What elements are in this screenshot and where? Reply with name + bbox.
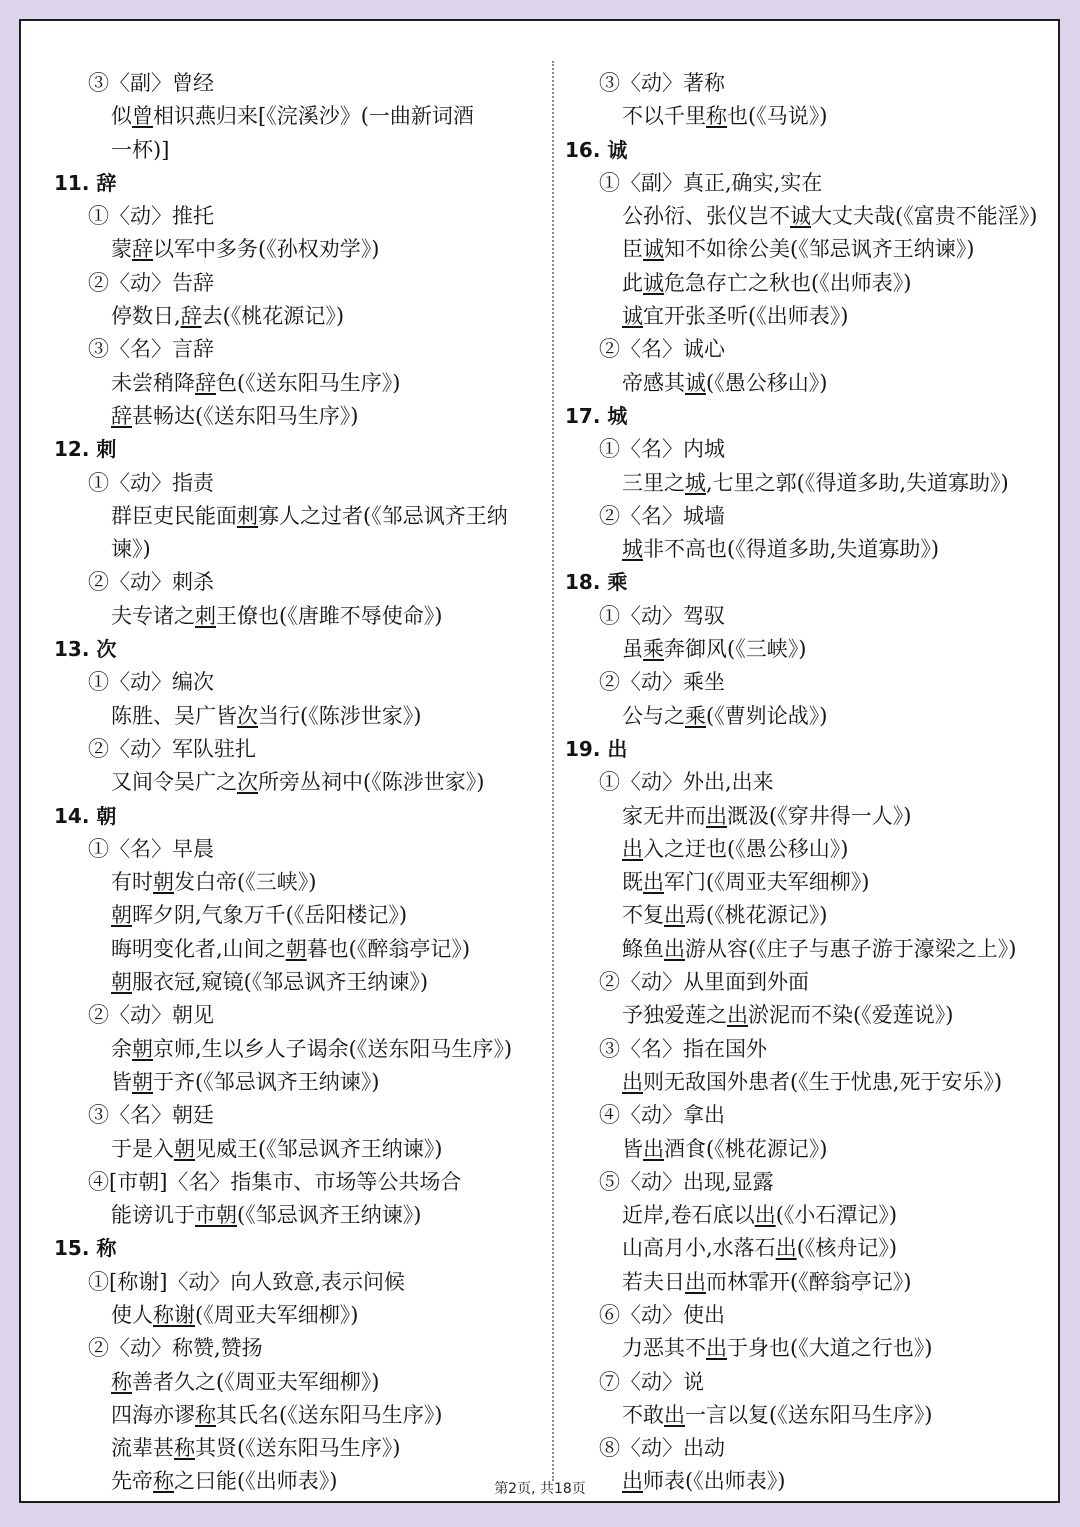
- sense-definition: ③〈动〉著称: [599, 71, 725, 95]
- key-word: 出: [664, 1402, 685, 1427]
- example-sentence: [54, 1133, 554, 1166]
- key-word: 称: [195, 1402, 216, 1427]
- example-sentence: [565, 1232, 1060, 1265]
- sense-definition: ②〈动〉军队驻扎: [88, 736, 256, 761]
- example-sentence: [54, 300, 554, 333]
- example-text-after: 于齐(《邹忌讽齐王纳谏》): [153, 1069, 380, 1094]
- example-text-after: 焉(《桃花源记》): [685, 903, 828, 928]
- key-word: 出: [643, 1136, 664, 1161]
- example-text-after: (《核舟记》): [796, 1236, 898, 1261]
- example-text-after: 于身也(《大道之行也》): [727, 1336, 933, 1361]
- key-word: 朝: [132, 1069, 153, 1094]
- example-sentence: [565, 367, 1060, 400]
- sense-definition: ④〈动〉拿出: [599, 1103, 725, 1128]
- example-text-after: 王僚也(《唐雎不辱使命》): [216, 603, 443, 628]
- example-sentence: [54, 1299, 554, 1332]
- sense-definition: ①〈动〉驾驭: [599, 603, 725, 628]
- example-text-before: 帝感其: [622, 370, 685, 395]
- sense-definition: ⑤〈动〉出现,显露: [599, 1169, 774, 1194]
- example-sentence: [54, 1199, 554, 1232]
- sense-definition: ①〈动〉推托: [88, 204, 214, 229]
- example-sentence: [565, 300, 1060, 333]
- example-text-after: 危急存亡之秋也(《出师表》): [664, 270, 912, 295]
- example-sentence: [54, 500, 554, 533]
- entry-heading: 19. 出: [565, 736, 628, 761]
- example-sentence: [54, 700, 554, 733]
- key-word: 乘: [685, 703, 706, 728]
- key-word: 出: [622, 836, 643, 861]
- example-sentence: [565, 467, 1060, 500]
- example-text-before: 皆: [622, 1136, 643, 1161]
- example-sentence: [54, 933, 554, 966]
- key-word: 刺: [237, 503, 258, 528]
- example-text-before: 能谤讥于: [111, 1203, 195, 1228]
- example-text-before: 群臣吏民能面: [111, 503, 237, 528]
- example-sentence: [565, 833, 1060, 866]
- example-text-after: 京师,生以乡人子谒余(《送东阳马生序》): [153, 1036, 513, 1061]
- example-text-after: 师表(《出师表》): [643, 1469, 786, 1494]
- left-column: [54, 67, 554, 1499]
- example-sentence: [54, 866, 554, 899]
- key-word: 诚: [622, 304, 643, 329]
- example-text-before: 不以千里: [622, 104, 706, 129]
- example-text-after: 以军中多务(《孙权劝学》): [153, 237, 380, 262]
- example-sentence: [54, 899, 554, 932]
- entry-heading: 18. 乘: [565, 570, 628, 595]
- example-text-after: 之曰能(《出师表》): [174, 1469, 338, 1494]
- example-text-before: 公与之: [622, 703, 685, 728]
- example-sentence: [565, 533, 1060, 566]
- example-text-before: 有时: [111, 870, 153, 895]
- example-text-before: 一杯)]: [111, 137, 170, 162]
- entry-heading: 15. 称: [54, 1236, 117, 1261]
- example-text-before: 夫专诸之: [111, 603, 195, 628]
- example-text-before: 此: [622, 270, 643, 295]
- example-sentence: [54, 1399, 554, 1432]
- example-text-after: 寡人之过者(《邹忌讽齐王纳: [258, 503, 508, 528]
- example-text-after: 淤泥而不染(《爱莲说》): [748, 1003, 954, 1028]
- sense-definition: ②〈动〉刺杀: [88, 570, 214, 595]
- key-word: 出: [622, 1069, 643, 1094]
- key-word: 称: [111, 1369, 132, 1394]
- key-word: 辞: [111, 403, 132, 428]
- key-word: 朝: [111, 970, 132, 995]
- example-text-after: 甚畅达(《送东阳马生序》): [132, 403, 359, 428]
- example-sentence: [565, 899, 1060, 932]
- entry-heading: 14. 朝: [54, 803, 117, 828]
- sense-definition: ①〈动〉外出,出来: [599, 770, 774, 795]
- example-text-before: 公孙衍、张仪岂不: [622, 204, 790, 229]
- example-text-before: 近岸,卷石底以: [622, 1203, 755, 1228]
- example-text-after: 相识燕归来[《浣溪沙》(一曲新词酒: [153, 104, 474, 129]
- entry-heading: 12. 刺: [54, 437, 117, 462]
- example-text-after: 酒食(《桃花源记》): [664, 1136, 828, 1161]
- example-text-after: 非不高也(《得道多助,失道寡助》): [643, 537, 940, 562]
- key-word: 诚: [790, 204, 811, 229]
- example-text-before: 陈胜、吴广皆: [111, 703, 237, 728]
- key-word: 出: [664, 936, 685, 961]
- example-sentence: [54, 1066, 554, 1099]
- example-sentence: [54, 966, 554, 999]
- key-word: 朝: [111, 903, 132, 928]
- key-word: 出: [706, 1336, 727, 1361]
- sense-definition: ④[市朝]〈名〉指集市、市场等公共场合: [88, 1169, 462, 1194]
- sense-definition: ②〈名〉诚心: [599, 337, 725, 362]
- example-text-before: 臣: [622, 237, 643, 262]
- key-word: 诚: [685, 370, 706, 395]
- example-sentence: [54, 100, 554, 133]
- example-text-before: 予独爱莲之: [622, 1003, 727, 1028]
- key-word: 朝: [174, 1136, 195, 1161]
- key-word: 出: [706, 803, 727, 828]
- example-text-after: 入之迂也(《愚公移山》): [643, 836, 849, 861]
- example-text-before: 于是入: [111, 1136, 174, 1161]
- example-text-before: 山高月小,水落石: [622, 1236, 776, 1261]
- key-word: 出: [754, 1203, 776, 1228]
- example-text-before: 皆: [111, 1069, 132, 1094]
- sense-definition: ③〈名〉朝廷: [88, 1103, 214, 1128]
- sense-definition: ②〈动〉称赞,赞扬: [88, 1336, 263, 1361]
- example-sentence: [54, 367, 554, 400]
- key-word: 刺: [195, 603, 216, 628]
- example-text-before: 不敢: [622, 1402, 664, 1427]
- sense-definition: ③〈名〉指在国外: [599, 1036, 767, 1061]
- example-text-before: 鲦鱼: [622, 936, 664, 961]
- key-word: 次: [237, 770, 258, 795]
- example-text-after: (《周亚夫军细柳》): [195, 1302, 359, 1327]
- key-word: 朝: [285, 936, 307, 961]
- example-text-before: 谏》): [111, 537, 151, 562]
- key-word: 市朝: [195, 1203, 237, 1228]
- example-text-before: 若夫日: [622, 1269, 685, 1294]
- sense-definition: ②〈动〉乘坐: [599, 670, 725, 695]
- example-sentence: [565, 1332, 1060, 1365]
- example-sentence: [54, 1033, 554, 1066]
- example-text-after: 服衣冠,窥镜(《邹忌讽齐王纳谏》): [132, 970, 429, 995]
- key-word: 出: [622, 1469, 643, 1494]
- example-text-after: 其贤(《送东阳马生序》): [195, 1436, 401, 1461]
- key-word: 诚: [643, 270, 664, 295]
- example-text-after: ,七里之郭(《得道多助,失道寡助》): [706, 470, 1009, 495]
- example-text-after: 也(《马说》): [727, 104, 828, 129]
- example-text-before: 又间令吴广之: [111, 770, 237, 795]
- example-text-before: 既: [622, 870, 643, 895]
- example-sentence: [565, 1266, 1060, 1299]
- example-text-after: 去(《桃花源记》): [201, 304, 345, 329]
- example-text-after: (《曹刿论战》): [706, 703, 828, 728]
- example-sentence: [565, 1399, 1060, 1432]
- example-text-after: 一言以复(《送东阳马生序》): [685, 1402, 933, 1427]
- example-text-after: (《邹忌讽齐王纳谏》): [237, 1203, 422, 1228]
- key-word: 称: [153, 1469, 174, 1494]
- example-sentence: [565, 800, 1060, 833]
- sense-definition: ⑥〈动〉使出: [599, 1302, 725, 1327]
- example-text-after: 溉汲(《穿井得一人》): [727, 803, 912, 828]
- example-sentence: [54, 1432, 554, 1465]
- key-word: 朝: [132, 1036, 153, 1061]
- example-sentence: [54, 766, 554, 799]
- example-text-after: (《小石潭记》): [775, 1203, 898, 1228]
- example-sentence: [565, 200, 1060, 233]
- example-text-after: 晖夕阴,气象万千(《岳阳楼记》): [132, 903, 408, 928]
- example-sentence: [54, 400, 554, 433]
- right-column: [565, 67, 1060, 1499]
- sense-definition: ②〈动〉朝见: [88, 1003, 214, 1028]
- entry-heading: 17. 城: [565, 403, 628, 428]
- example-text-after: 发白帝(《三峡》): [174, 870, 317, 895]
- sense-definition: ②〈动〉告辞: [88, 270, 214, 295]
- example-text-before: 似: [111, 104, 132, 129]
- example-text-before: 力恶其不: [622, 1336, 706, 1361]
- sense-definition: ①〈副〉真正,确实,实在: [599, 170, 823, 195]
- key-word: 曾: [132, 104, 153, 129]
- example-text-before: 虽: [622, 637, 643, 662]
- key-word: 城: [622, 537, 643, 562]
- example-text-before: 三里之: [622, 470, 685, 495]
- example-text-after: 善者久之(《周亚夫军细柳》): [132, 1369, 380, 1394]
- example-sentence: [54, 533, 554, 566]
- example-sentence: [54, 1366, 554, 1399]
- entry-heading: 16. 诚: [565, 137, 628, 162]
- example-text-after: 其氏名(《送东阳马生序》): [216, 1402, 443, 1427]
- example-sentence: [54, 233, 554, 266]
- example-text-after: 当行(《陈涉世家》): [258, 703, 422, 728]
- sense-definition: ⑧〈动〉出动: [599, 1436, 725, 1461]
- key-word: 出: [775, 1236, 797, 1261]
- document-page: [19, 19, 1060, 1503]
- key-word: 出: [727, 1003, 748, 1028]
- example-text-after: 而林霏开(《醉翁亭记》): [706, 1269, 912, 1294]
- example-text-after: 军门(《周亚夫军细柳》): [664, 870, 870, 895]
- entry-heading: 13. 次: [54, 637, 117, 662]
- example-text-after: 游从容(《庄子与惠子游于濠梁之上》): [685, 936, 1017, 961]
- example-text-before: 四海亦谬: [111, 1402, 195, 1427]
- sense-definition: ②〈动〉从里面到外面: [599, 970, 809, 995]
- sense-definition: ⑦〈动〉说: [599, 1369, 704, 1394]
- example-text-after: 知不如徐公美(《邹忌讽齐王纳谏》): [664, 237, 975, 262]
- example-sentence: [565, 999, 1060, 1032]
- entry-heading: 11. 辞: [54, 170, 117, 195]
- sense-definition: ②〈名〉城墙: [599, 503, 725, 528]
- column-divider: [552, 61, 554, 1481]
- example-text-after: 色(《送东阳马生序》): [216, 370, 401, 395]
- key-word: 辞: [195, 370, 216, 395]
- example-sentence: [565, 100, 1060, 133]
- sense-definition: ③〈副〉曾经: [88, 71, 214, 95]
- key-word: 朝: [153, 870, 174, 895]
- key-word: 城: [685, 470, 706, 495]
- example-sentence: [565, 933, 1060, 966]
- example-text-after: 奔御风(《三峡》): [664, 637, 807, 662]
- key-word: 出: [685, 1269, 706, 1294]
- example-text-after: 见威王(《邹忌讽齐王纳谏》): [195, 1136, 443, 1161]
- example-text-before: 先帝: [111, 1469, 153, 1494]
- example-sentence: [565, 1066, 1060, 1099]
- example-text-before: 家无井而: [622, 803, 706, 828]
- example-sentence: [54, 134, 554, 167]
- example-text-before: 蒙: [111, 237, 132, 262]
- example-text-before: 未尝稍降: [111, 370, 195, 395]
- example-sentence: [565, 1199, 1060, 1232]
- example-text-after: 大丈夫哉(《富贵不能淫》): [811, 204, 1038, 229]
- sense-definition: ①〈名〉内城: [599, 437, 725, 462]
- example-text-before: 流辈甚: [111, 1436, 174, 1461]
- sense-definition: ①〈动〉指责: [88, 470, 214, 495]
- key-word: 称谢: [153, 1302, 195, 1327]
- key-word: 乘: [643, 637, 664, 662]
- key-word: 诚: [643, 237, 664, 262]
- example-text-before: 不复: [622, 903, 664, 928]
- example-text-before: 使人: [111, 1302, 153, 1327]
- key-word: 称: [174, 1436, 195, 1461]
- sense-definition: ①〈动〉编次: [88, 670, 214, 695]
- example-sentence: [565, 233, 1060, 266]
- sense-definition: ①[称谢]〈动〉向人致意,表示问候: [88, 1269, 406, 1294]
- example-sentence: [565, 267, 1060, 300]
- example-text-after: 所旁丛祠中(《陈涉世家》): [258, 770, 485, 795]
- key-word: 出: [643, 870, 664, 895]
- sense-definition: ①〈名〉早晨: [88, 836, 214, 861]
- page-footer: 第2页, 共18页: [494, 1481, 586, 1497]
- key-word: 次: [237, 703, 258, 728]
- example-sentence: [565, 866, 1060, 899]
- example-text-after: 宜开张圣听(《出师表》): [643, 304, 849, 329]
- example-text-before: 晦明变化者,山间之: [111, 936, 286, 961]
- example-text-after: 则无敌国外患者(《生于忧患,死于安乐》): [643, 1069, 1003, 1094]
- key-word: 称: [706, 104, 727, 129]
- sense-definition: ③〈名〉言辞: [88, 337, 214, 362]
- example-sentence: [565, 700, 1060, 733]
- key-word: 出: [664, 903, 685, 928]
- key-word: 辞: [132, 237, 153, 262]
- example-text-before: 余: [111, 1036, 132, 1061]
- example-sentence: [565, 633, 1060, 666]
- key-word: 辞: [180, 304, 202, 329]
- example-text-after: 暮也(《醉翁亭记》): [306, 936, 471, 961]
- example-text-before: 停数日,: [111, 304, 181, 329]
- example-sentence: [54, 600, 554, 633]
- example-sentence: [565, 1133, 1060, 1166]
- example-text-after: (《愚公移山》): [706, 370, 828, 395]
